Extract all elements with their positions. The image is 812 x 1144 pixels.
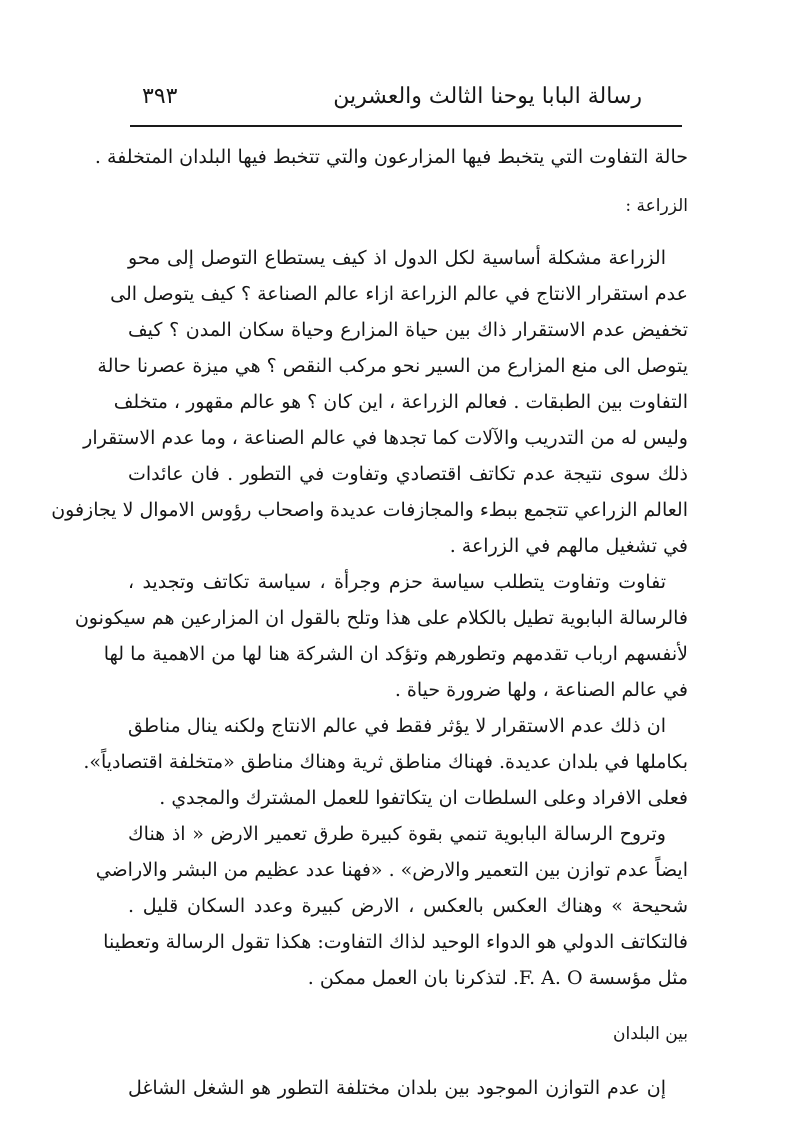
running-title: رسالة البابا يوحنا الثالث والعشرين [333,84,642,109]
text-line: تخفيض عدم الاستقرار ذاك بين حياة المزارع وحياة سكان المدن ؟ كيف [128,319,688,341]
paragraph-1 [51,240,688,564]
paragraph-5 [128,1070,688,1106]
page-number: ٣٩٣ [142,84,178,109]
text-line: بكاملها في بلدان عديدة. فهناك مناطق ثرية وهناك مناطق «متخلفة اقتصادياً». [83,751,688,773]
text-line: ايضاً عدم توازن بين التعمير والارض» . «فهنا عدد عظيم من البشر والاراضي [95,859,688,881]
page-header [130,80,682,120]
text-line: ان ذلك عدم الاستقرار لا يؤثر فقط في عالم الانتاج ولكنه ينال مناطق [128,715,666,737]
paragraph-3 [83,708,688,816]
text-line: وتروح الرسالة البابوية تنمي بقوة كبيرة طرق تعمير الارض « اذ هناك [128,823,666,845]
text-line: فالرسالة البابوية تطيل بالكلام على هذا وتلح بالقول ان المزارعين هم سيكونون [74,607,688,629]
text-line: مثل مؤسسة F. A. O. لتذكرنا بان العمل ممكن . [307,967,688,989]
text-line: العالم الزراعي تتجمع ببطء والمجازفات عديدة واصحاب رؤوس الاموال لا يجازفون [51,499,688,521]
text-line: تفاوت وتفاوت يتطلب سياسة حزم وجرأة ، سياسة تكاتف وتجديد ، [128,571,666,593]
text-line: يتوصل الى منع المزارع من السير نحو مركب النقص ؟ هي ميزة عصرنا حالة [97,355,688,377]
section-heading-agriculture: الزراعة : [625,196,688,216]
text-line: فالتكاتف الدولي هو الدواء الوحيد لذاك التفاوت: هكذا تقول الرسالة وتعطينا [103,931,688,953]
text-line: إن عدم التوازن الموجود بين بلدان مختلفة التطور هو الشغل الشاغل [128,1077,666,1099]
text-line: عدم استقرار الانتاج في عالم الزراعة ازاء عالم الصناعة ؟ كيف يتوصل الى [110,283,688,305]
text-line: فعلى الافراد وعلى السلطات ان يتكاتفوا للعمل المشترك والمجدي . [159,787,688,809]
text-line: ذلك سوى نتيجة عدم تكاتف اقتصادي وتفاوت في التطور . فان عائدات [128,463,688,485]
header-rule [130,125,682,127]
section-heading-between-countries: بين البلدان [613,1024,688,1044]
page-body [51,138,688,1106]
text-line: لأنفسهم ارباب تقدمهم وتطورهم وتؤكد ان الشركة هنا لها من الاهمية ما لها [103,643,688,665]
paragraph-2 [74,564,688,708]
text-line: وليس له من التدريب والآلات كما تجدها في عالم الصناعة ، وما عدم الاستقرار [83,427,688,449]
text-line: التفاوت بين الطبقات . فعالم الزراعة ، اين كان ؟ هو عالم مقهور ، متخلف [113,391,688,413]
text-line: شحيحة » وهناك العكس بالعكس ، الارض كبيرة وعدد السكان قليل . [128,895,688,917]
text-line: الزراعة مشكلة أساسية لكل الدول اذ كيف يستطاع التوصل إلى محو [128,247,666,269]
intro-line: حالة التفاوت التي يتخبط فيها المزارعون والتي تتخبط فيها البلدان المتخلفة . [94,146,688,168]
paragraph-4 [95,816,688,996]
text-line: في تشغيل مالهم في الزراعة . [449,535,688,557]
text-line: في عالم الصناعة ، ولها ضرورة حياة . [394,679,688,701]
